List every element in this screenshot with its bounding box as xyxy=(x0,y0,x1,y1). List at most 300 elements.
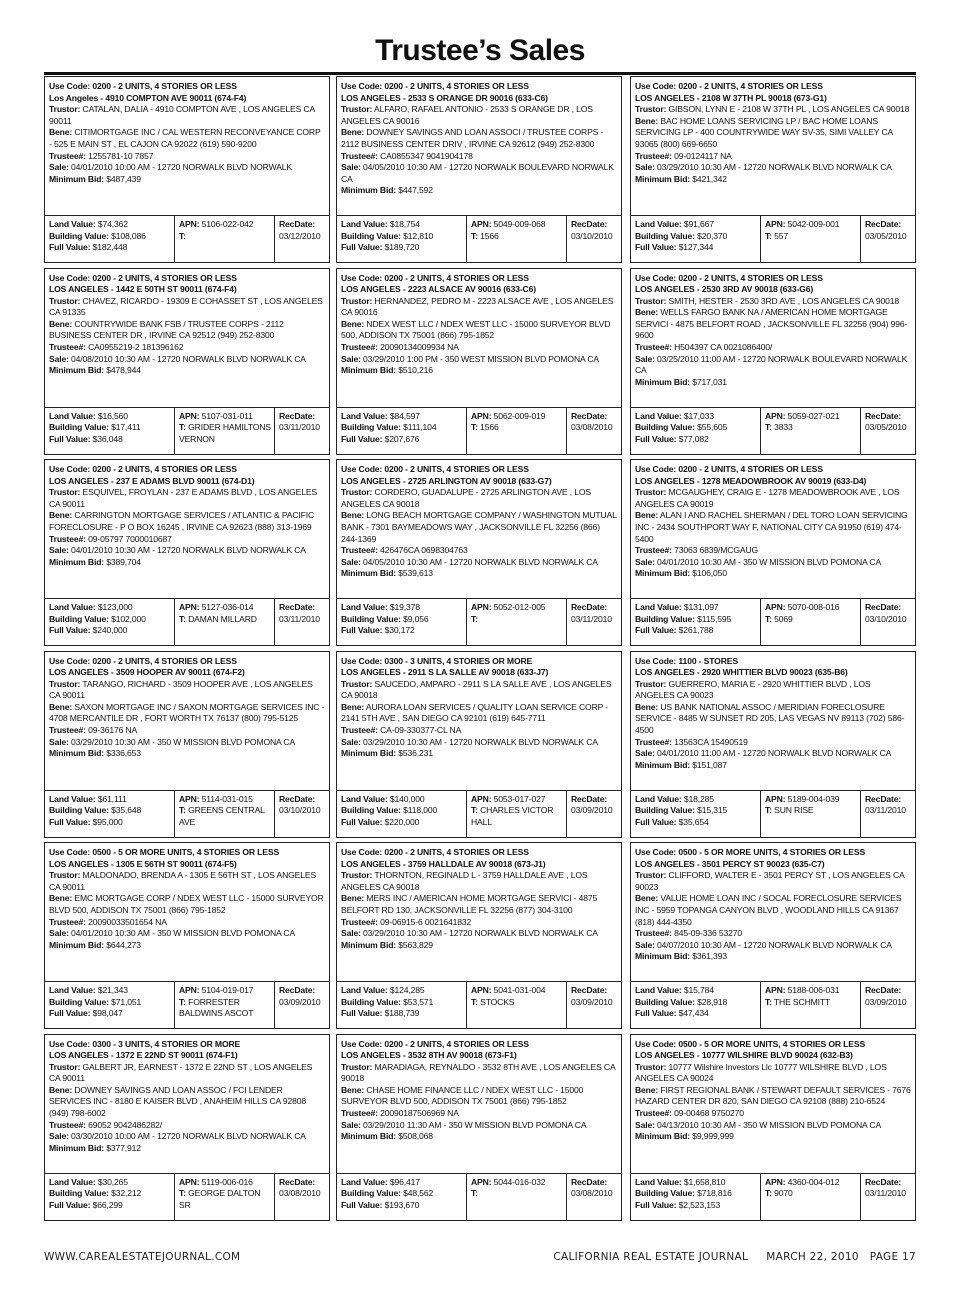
trustee-value: 20090033501654 NA xyxy=(88,916,167,927)
use-code-line xyxy=(635,656,911,668)
t-label: T: xyxy=(179,805,186,816)
listing-card xyxy=(44,651,330,838)
bene-value: US BANK NATIONAL ASSOC / MERIDIAN FORECLOSURE SERVICE - 8485 W SUNSET RD 205, LAS VEGAS NV 89113 (702) 586-4500 xyxy=(635,701,905,736)
t-label: T: xyxy=(471,805,478,816)
address-line xyxy=(341,93,617,105)
listing-card xyxy=(630,459,916,646)
recdate-label: RecDate: xyxy=(865,985,902,995)
trustor-label: Trustor: xyxy=(49,1061,81,1072)
recdate-cell xyxy=(861,599,915,645)
trustee-label: Trustee#: xyxy=(635,545,672,556)
use-code-line xyxy=(49,1039,325,1051)
bene-value: LONG BEACH MORTGAGE COMPANY / WASHINGTON MUTUAL BANK - 7301 BAYMEADOWS WAY , JACKSONVILLE FL 32256 (866) 244-1369 xyxy=(341,510,617,544)
bene-label: Bene: xyxy=(49,510,73,521)
trustor-line xyxy=(49,104,325,127)
min-bid-label: Minimum Bid: xyxy=(49,173,105,184)
use-code-value: 0500 - 5 OR MORE UNITS, 4 STORIES OR LESS xyxy=(678,847,866,857)
bene-value: AURORA LOAN SERVICES / QUALITY LOAN SERVICE CORP - 2141 5TH AVE , SAN DIEGO CA 92101 (619) 645-7711 xyxy=(341,701,609,724)
values-cell xyxy=(631,982,761,1028)
t-value: 1566 xyxy=(480,230,499,241)
trustee-line xyxy=(635,737,911,749)
full-value: $35,654 xyxy=(678,816,709,827)
recdate-label: RecDate: xyxy=(571,602,608,612)
sale-label: Sale: xyxy=(635,1119,655,1130)
trustor-line xyxy=(635,296,911,308)
trustee-line xyxy=(49,151,325,163)
min-bid-line xyxy=(635,1131,911,1143)
t-label: T: xyxy=(179,1188,186,1199)
property-address: LOS ANGELES - 2920 WHITTIER BLVD 90023 (635-B6) xyxy=(635,667,848,678)
sale-line xyxy=(635,940,911,952)
t-value: 9070 xyxy=(774,1188,793,1199)
trustor-value: TARANGO, RICHARD - 3509 HOOPER AVE , LOS ANGELES CA 90011 xyxy=(49,678,313,701)
listing-details xyxy=(635,273,911,403)
trustor-label: Trustor: xyxy=(635,104,667,115)
sale-value: 04/01/2010 10:30 AM - 12720 NORWALK BLVD NORWALK CA xyxy=(71,545,306,556)
min-bid-line xyxy=(49,940,325,952)
bene-line xyxy=(635,510,911,545)
listing-values xyxy=(45,407,329,454)
recdate-value: 03/08/2010 xyxy=(571,422,613,433)
recdate-cell xyxy=(567,216,621,262)
full-value-label: Full Value: xyxy=(341,1199,383,1210)
sale-label: Sale: xyxy=(49,353,69,364)
land-value-label: Land Value: xyxy=(341,602,388,612)
sale-value: 03/29/2010 10:30 AM - 12720 NORWALK BLVD NORWALK CA xyxy=(657,162,892,173)
use-code-value: 0300 - 3 UNITS, 4 STORIES OR MORE xyxy=(92,1038,241,1049)
apn-value: 5114-031-015 xyxy=(201,793,253,804)
trustor-line xyxy=(635,104,911,116)
land-value: $1,658,810 xyxy=(683,1176,726,1187)
trustor-line xyxy=(635,870,911,893)
t-label: T: xyxy=(179,996,186,1007)
trustee-line xyxy=(341,725,617,737)
property-address: LOS ANGELES - 1278 MEADOWBROOK AV 90019 (633-D4) xyxy=(635,475,867,486)
sale-value: 04/01/2010 11:00 AM - 12720 NORWALK BLVD NORWALK CA xyxy=(657,748,892,759)
recdate-label: RecDate: xyxy=(279,793,316,804)
address-line xyxy=(49,93,325,105)
t-value: SUN RISE xyxy=(774,805,814,816)
recdate-label: RecDate: xyxy=(865,602,902,612)
recdate-value: 03/11/2010 xyxy=(279,422,320,433)
listing-values xyxy=(45,981,329,1028)
recdate-label: RecDate: xyxy=(865,1176,902,1187)
min-bid-value: $717,031 xyxy=(692,376,727,387)
bene-label: Bene: xyxy=(49,701,73,712)
land-value-label: Land Value: xyxy=(49,219,96,229)
trustee-value: 73063 6839/MCGAUG xyxy=(674,545,759,556)
t-label: T: xyxy=(179,422,186,433)
bene-label: Bene: xyxy=(49,127,73,138)
apn-value: 5044-016-032 xyxy=(493,1176,546,1187)
trustee-value: 845-09-336 53270 xyxy=(674,928,742,939)
min-bid-value: $510,216 xyxy=(398,365,433,376)
min-bid-line xyxy=(49,1143,325,1155)
property-address: LOS ANGELES - 237 E ADAMS BLVD 90011 (674-D1) xyxy=(49,475,255,486)
use-code-value: 0500 - 5 OR MORE UNITS, 4 STORIES OR LESS xyxy=(92,847,280,857)
recdate-value: 03/09/2010 xyxy=(279,996,321,1007)
recdate-cell xyxy=(567,982,621,1028)
bene-label: Bene: xyxy=(49,1084,73,1095)
min-bid-line xyxy=(635,568,911,580)
recdate-value: 03/08/2010 xyxy=(279,1188,321,1199)
values-cell xyxy=(337,982,467,1028)
trustor-value: THORNTON, REGINALD L - 3759 HALLDALE AVE , LOS ANGELES CA 90018 xyxy=(341,870,588,892)
use-code-value: 0200 - 2 UNITS, 4 STORIES OR LESS xyxy=(384,847,529,857)
apn-cell xyxy=(175,408,275,454)
trustee-value: 20090187506969 NA xyxy=(380,1108,459,1119)
trustor-label: Trustor: xyxy=(635,487,667,498)
t-label: T: xyxy=(179,230,186,241)
recdate-value: 03/08/2010 xyxy=(571,1188,613,1199)
apn-label: APN: xyxy=(179,1176,200,1187)
bene-label: Bene: xyxy=(341,510,365,521)
address-line xyxy=(635,667,911,679)
bene-label: Bene: xyxy=(635,307,659,318)
sale-value: 03/29/2010 1:00 PM - 350 WEST MISSION BLVD POMONA CA xyxy=(363,353,599,364)
listing-details xyxy=(341,273,617,403)
bene-value: BAC HOME LOANS SERVICING LP / BAC HOME LOANS SERVICING LP - 400 COUNTRYWIDE WAY SV-35, SIMI VALLEY CA 93065 (800) 669-6650 xyxy=(635,115,893,149)
sale-line xyxy=(341,928,617,940)
use-code-line xyxy=(341,1039,617,1051)
sale-line xyxy=(635,162,911,174)
full-value: $220,000 xyxy=(384,816,420,827)
bene-value: NDEX WEST LLC / NDEX WEST LLC - 15000 SURVEYOR BLVD 500, ADDISON TX 75001 (866) 795-1852 xyxy=(341,318,611,341)
sale-value: 03/29/2010 11:30 AM - 350 W MISSION BLVD POMONA CA xyxy=(363,1119,587,1130)
sale-label: Sale: xyxy=(341,1119,361,1130)
apn-label: APN: xyxy=(179,410,200,421)
land-value: $17,033 xyxy=(683,410,714,421)
trustor-value: ESQUIVEL, FROYLAN - 237 E ADAMS BLVD , LOS ANGELES CA 90011 xyxy=(49,487,318,509)
building-value: $102,000 xyxy=(111,613,146,624)
bene-label: Bene: xyxy=(635,510,659,521)
use-code-value: 0200 - 2 UNITS, 4 STORIES OR LESS xyxy=(384,464,529,474)
min-bid-value: $389,704 xyxy=(106,556,141,567)
trustee-value: CA0955219-2 181396162 xyxy=(88,342,184,353)
trustee-value: 09-05797 7000010687 xyxy=(88,533,172,544)
trustor-value: ALFARO, RAFAEL ANTONIO - 2533 S ORANGE DR , LOS ANGELES CA 90016 xyxy=(341,104,593,126)
apn-value: 5119-006-016 xyxy=(201,1176,253,1187)
recdate-label: RecDate: xyxy=(279,219,316,229)
building-value-label: Building Value: xyxy=(49,1188,109,1199)
apn-value: 5070-008-016 xyxy=(787,602,840,612)
address-line xyxy=(341,476,617,488)
sale-value: 03/25/2010 11:00 AM - 12720 NORWALK BOULEVARD NORWALK CA xyxy=(635,353,908,376)
sale-value: 04/13/2010 10:30 AM - 350 W MISSION BLVD POMONA CA xyxy=(657,1119,882,1130)
bene-line xyxy=(341,510,617,545)
land-value: $30,265 xyxy=(97,1176,128,1187)
address-line xyxy=(49,476,325,488)
recdate-label: RecDate: xyxy=(279,602,316,612)
bene-value: CITIMORTGAGE INC / CAL WESTERN RECONVEYANCE CORP - 525 E MAIN ST , EL CAJON CA 92022 (619) 590-9200 xyxy=(49,127,321,149)
use-code-line xyxy=(341,273,617,285)
values-cell xyxy=(45,216,175,262)
bene-value: ALAN I AND RACHEL SHERMAN / DEL TORO LOAN SERVICING INC - 2434 SOUTHPORT WAY F, NATIONAL CITY CA 91950 (619) 474-5400 xyxy=(635,510,908,544)
full-value: $36,048 xyxy=(92,433,123,444)
trustee-label: Trustee#: xyxy=(635,1108,672,1119)
min-bid-value: $447,592 xyxy=(398,185,433,196)
use-code-label: Use Code: xyxy=(341,655,383,666)
bene-label: Bene: xyxy=(341,318,365,329)
listing-card xyxy=(630,76,916,263)
address-line xyxy=(635,284,911,296)
land-value-label: Land Value: xyxy=(49,410,96,421)
trustor-value: GALBERT JR, EARNEST - 1372 E 22ND ST , LOS ANGELES CA 90011 xyxy=(49,1061,313,1084)
t-value: DAMAN MILLARD xyxy=(188,613,257,624)
listing-details xyxy=(49,656,325,786)
use-code-label: Use Code: xyxy=(635,1038,677,1049)
bene-label: Bene: xyxy=(341,127,365,138)
listing-details xyxy=(635,656,911,786)
min-bid-line xyxy=(341,365,617,377)
min-bid-value: $478,944 xyxy=(106,365,141,376)
recdate-cell xyxy=(567,1174,621,1220)
bene-line xyxy=(49,1085,325,1120)
listing-values xyxy=(631,1173,915,1220)
trustor-line xyxy=(341,1062,617,1085)
use-code-value: 0200 - 2 UNITS, 4 STORIES OR LESS xyxy=(384,272,529,283)
land-value: $16,560 xyxy=(97,410,128,421)
sale-value: 04/01/2010 10:00 AM - 12720 NORWALK BLVD NORWALK xyxy=(71,162,293,173)
listing-values xyxy=(45,215,329,262)
sale-label: Sale: xyxy=(341,162,361,173)
min-bid-line xyxy=(341,1131,617,1143)
footer-website: WWW.CAREALESTATEJOURNAL.COM xyxy=(44,1251,241,1263)
recdate-label: RecDate: xyxy=(279,1176,316,1187)
listing-values xyxy=(631,790,915,837)
use-code-label: Use Code: xyxy=(341,464,383,474)
building-value: $28,918 xyxy=(697,996,728,1007)
use-code-label: Use Code: xyxy=(49,847,91,857)
recdate-label: RecDate: xyxy=(571,410,608,421)
full-value-label: Full Value: xyxy=(49,625,91,636)
recdate-cell xyxy=(275,1174,329,1220)
full-value: $66,299 xyxy=(92,1199,123,1210)
full-value-label: Full Value: xyxy=(341,1008,383,1019)
listing-card xyxy=(336,1034,622,1221)
use-code-value: 0300 - 3 UNITS, 4 STORIES OR MORE xyxy=(384,655,533,666)
t-value: STOCKS xyxy=(480,996,515,1007)
t-value: FORRESTER BALDWINS ASCOT xyxy=(179,996,254,1019)
full-value: $95,000 xyxy=(92,816,123,827)
min-bid-value: $487,439 xyxy=(106,173,141,184)
trustor-value: SAUCEDO, AMPARO - 2911 S LA SALLE AVE , LOS ANGELES CA 90018 xyxy=(341,678,612,701)
apn-label: APN: xyxy=(765,219,786,229)
land-value-label: Land Value: xyxy=(49,985,96,995)
listing-card xyxy=(44,842,330,1029)
apn-label: APN: xyxy=(765,985,786,995)
apn-label: APN: xyxy=(471,985,492,995)
recdate-value: 03/12/2010 xyxy=(279,230,321,241)
use-code-line xyxy=(635,1039,911,1051)
min-bid-value: $377,912 xyxy=(106,1142,141,1153)
listing-values xyxy=(45,1173,329,1220)
full-value-label: Full Value: xyxy=(635,816,677,827)
trustee-value: 09-00468 9750270 xyxy=(674,1108,744,1119)
trustee-label: Trustee#: xyxy=(341,1108,378,1119)
building-value: $15,315 xyxy=(697,805,728,816)
property-address: LOS ANGELES - 2108 W 37TH PL 90018 (673-G1) xyxy=(635,92,827,103)
t-label: T: xyxy=(765,1188,772,1199)
apn-value: 5052-012-005 xyxy=(493,602,546,612)
building-value-label: Building Value: xyxy=(635,230,695,241)
sale-value: 04/08/2010 10:30 AM - 12720 NORWALK BLVD NORWALK CA xyxy=(71,353,306,364)
sale-line xyxy=(341,1120,617,1132)
recdate-cell xyxy=(861,408,915,454)
full-value-label: Full Value: xyxy=(49,1199,91,1210)
apn-label: APN: xyxy=(471,410,492,421)
min-bid-value: $151,087 xyxy=(692,759,727,770)
trustee-label: Trustee#: xyxy=(341,342,378,353)
full-value: $188,739 xyxy=(384,1008,420,1019)
address-line xyxy=(49,284,325,296)
property-address: LOS ANGELES - 2533 S ORANGE DR 90016 (633-C6) xyxy=(341,92,548,103)
sale-label: Sale: xyxy=(635,556,655,567)
apn-cell xyxy=(467,982,567,1028)
land-value-label: Land Value: xyxy=(341,1176,388,1187)
t-value: 557 xyxy=(774,230,788,241)
min-bid-line xyxy=(49,174,325,186)
property-address: LOS ANGELES - 1442 E 50TH ST 90011 (674-F4) xyxy=(49,284,237,295)
use-code-label: Use Code: xyxy=(341,272,383,283)
trustor-line xyxy=(49,1062,325,1085)
building-value-label: Building Value: xyxy=(341,996,401,1007)
listing-values xyxy=(631,598,915,645)
sale-line xyxy=(635,748,911,760)
land-value-label: Land Value: xyxy=(49,1176,96,1187)
trustee-label: Trustee#: xyxy=(49,533,86,544)
use-code-line xyxy=(49,464,325,476)
use-code-value: 0200 - 2 UNITS, 4 STORIES OR LESS xyxy=(678,81,823,91)
apn-cell xyxy=(761,791,861,837)
bene-line xyxy=(635,1085,911,1108)
building-value-label: Building Value: xyxy=(341,1188,401,1199)
full-value: $207,676 xyxy=(384,433,420,444)
bene-label: Bene: xyxy=(341,893,365,904)
sale-value: 04/05/2010 10:30 AM - 12720 NORWALK BOULEVARD NORWALK CA xyxy=(341,162,614,184)
listing-details xyxy=(49,81,325,211)
apn-value: 5042-009-001 xyxy=(787,219,840,229)
bene-line xyxy=(341,1085,617,1108)
min-bid-value: $508,068 xyxy=(398,1131,433,1142)
recdate-value: 03/11/2010 xyxy=(571,613,612,624)
trustor-line xyxy=(635,1062,911,1085)
address-line xyxy=(635,1050,911,1062)
land-value-label: Land Value: xyxy=(341,410,388,421)
trustor-line xyxy=(341,679,617,702)
use-code-value: 0200 - 2 UNITS, 4 STORIES OR LESS xyxy=(92,464,237,474)
recdate-cell xyxy=(275,599,329,645)
apn-value: 5127-036-014 xyxy=(201,602,254,612)
min-bid-value: $644,273 xyxy=(106,939,141,950)
trustee-line xyxy=(49,1120,325,1132)
min-bid-label: Minimum Bid: xyxy=(341,568,397,579)
building-value-label: Building Value: xyxy=(341,613,401,624)
building-value: $55,605 xyxy=(697,422,728,433)
trustee-label: Trustee#: xyxy=(635,342,672,353)
use-code-label: Use Code: xyxy=(635,655,677,666)
recdate-value: 03/10/2010 xyxy=(571,230,613,241)
full-value: $47,434 xyxy=(678,1008,709,1019)
min-bid-line xyxy=(341,568,617,580)
min-bid-line xyxy=(635,951,911,963)
trustor-label: Trustor: xyxy=(635,295,667,306)
t-label: T: xyxy=(765,422,772,433)
building-value-label: Building Value: xyxy=(341,805,401,816)
listing-details xyxy=(49,464,325,594)
building-value-label: Building Value: xyxy=(49,996,109,1007)
min-bid-value: $563,829 xyxy=(398,939,433,950)
building-value: $108,086 xyxy=(111,230,146,241)
land-value-label: Land Value: xyxy=(635,793,682,804)
bene-label: Bene: xyxy=(635,115,659,126)
apn-cell xyxy=(761,1174,861,1220)
listing-card xyxy=(44,268,330,455)
recdate-label: RecDate: xyxy=(571,1176,608,1187)
listing-details xyxy=(635,464,911,594)
bene-line xyxy=(341,319,617,342)
t-value: GRIDER HAMILTONS VERNON xyxy=(179,422,271,444)
recdate-label: RecDate: xyxy=(279,410,316,421)
recdate-cell xyxy=(861,982,915,1028)
trustor-label: Trustor: xyxy=(341,104,373,115)
listing-card xyxy=(630,842,916,1029)
values-cell xyxy=(337,216,467,262)
listing-card xyxy=(44,459,330,646)
listing-values xyxy=(337,981,621,1028)
bene-label: Bene: xyxy=(341,1084,365,1095)
use-code-label: Use Code: xyxy=(341,1038,383,1049)
trustor-label: Trustor: xyxy=(341,1061,373,1072)
building-value-label: Building Value: xyxy=(49,230,109,241)
apn-label: APN: xyxy=(471,219,492,229)
listing-values xyxy=(337,1173,621,1220)
values-cell xyxy=(337,408,467,454)
land-value-label: Land Value: xyxy=(635,219,682,229)
bene-line xyxy=(341,893,617,916)
trustee-line xyxy=(341,342,617,354)
apn-value: 5188-006-031 xyxy=(787,985,840,995)
sale-line xyxy=(635,557,911,569)
full-value: $127,344 xyxy=(678,242,714,253)
land-value-label: Land Value: xyxy=(635,1176,682,1187)
trustee-label: Trustee#: xyxy=(635,736,672,747)
use-code-value: 0200 - 2 UNITS, 4 STORIES OR LESS xyxy=(678,272,823,283)
use-code-label: Use Code: xyxy=(49,272,91,283)
trustee-line xyxy=(49,725,325,737)
trustor-value: CHAVEZ, RICARDO - 19309 E COHASSET ST , LOS ANGELES CA 91335 xyxy=(49,295,323,318)
apn-cell xyxy=(175,982,275,1028)
bene-value: MERS INC / AMERICAN HOME MORTGAGE SERVICI - 4875 BELFORT RD 130, JACKSONVILLE FL 32256 (877) 304-3100 xyxy=(341,893,598,915)
trustor-line xyxy=(49,487,325,510)
listing-card xyxy=(336,842,622,1029)
recdate-cell xyxy=(567,408,621,454)
listing-card xyxy=(630,1034,916,1221)
sale-label: Sale: xyxy=(49,162,69,173)
land-value: $96,417 xyxy=(389,1176,420,1187)
min-bid-line xyxy=(341,185,617,197)
listing-values xyxy=(45,598,329,645)
trustor-label: Trustor: xyxy=(341,870,373,881)
full-value: $193,670 xyxy=(384,1199,420,1210)
listing-card xyxy=(336,651,622,838)
trustor-value: MARADIAGA, REYNALDO - 3532 8TH AVE , LOS ANGELES CA 90018 xyxy=(341,1061,616,1084)
land-value: $18,754 xyxy=(389,219,420,229)
building-value-label: Building Value: xyxy=(635,422,695,433)
apn-value: 5041-031-004 xyxy=(493,985,546,995)
apn-value: 5062-009-019 xyxy=(493,410,546,421)
t-label: T: xyxy=(765,613,772,624)
